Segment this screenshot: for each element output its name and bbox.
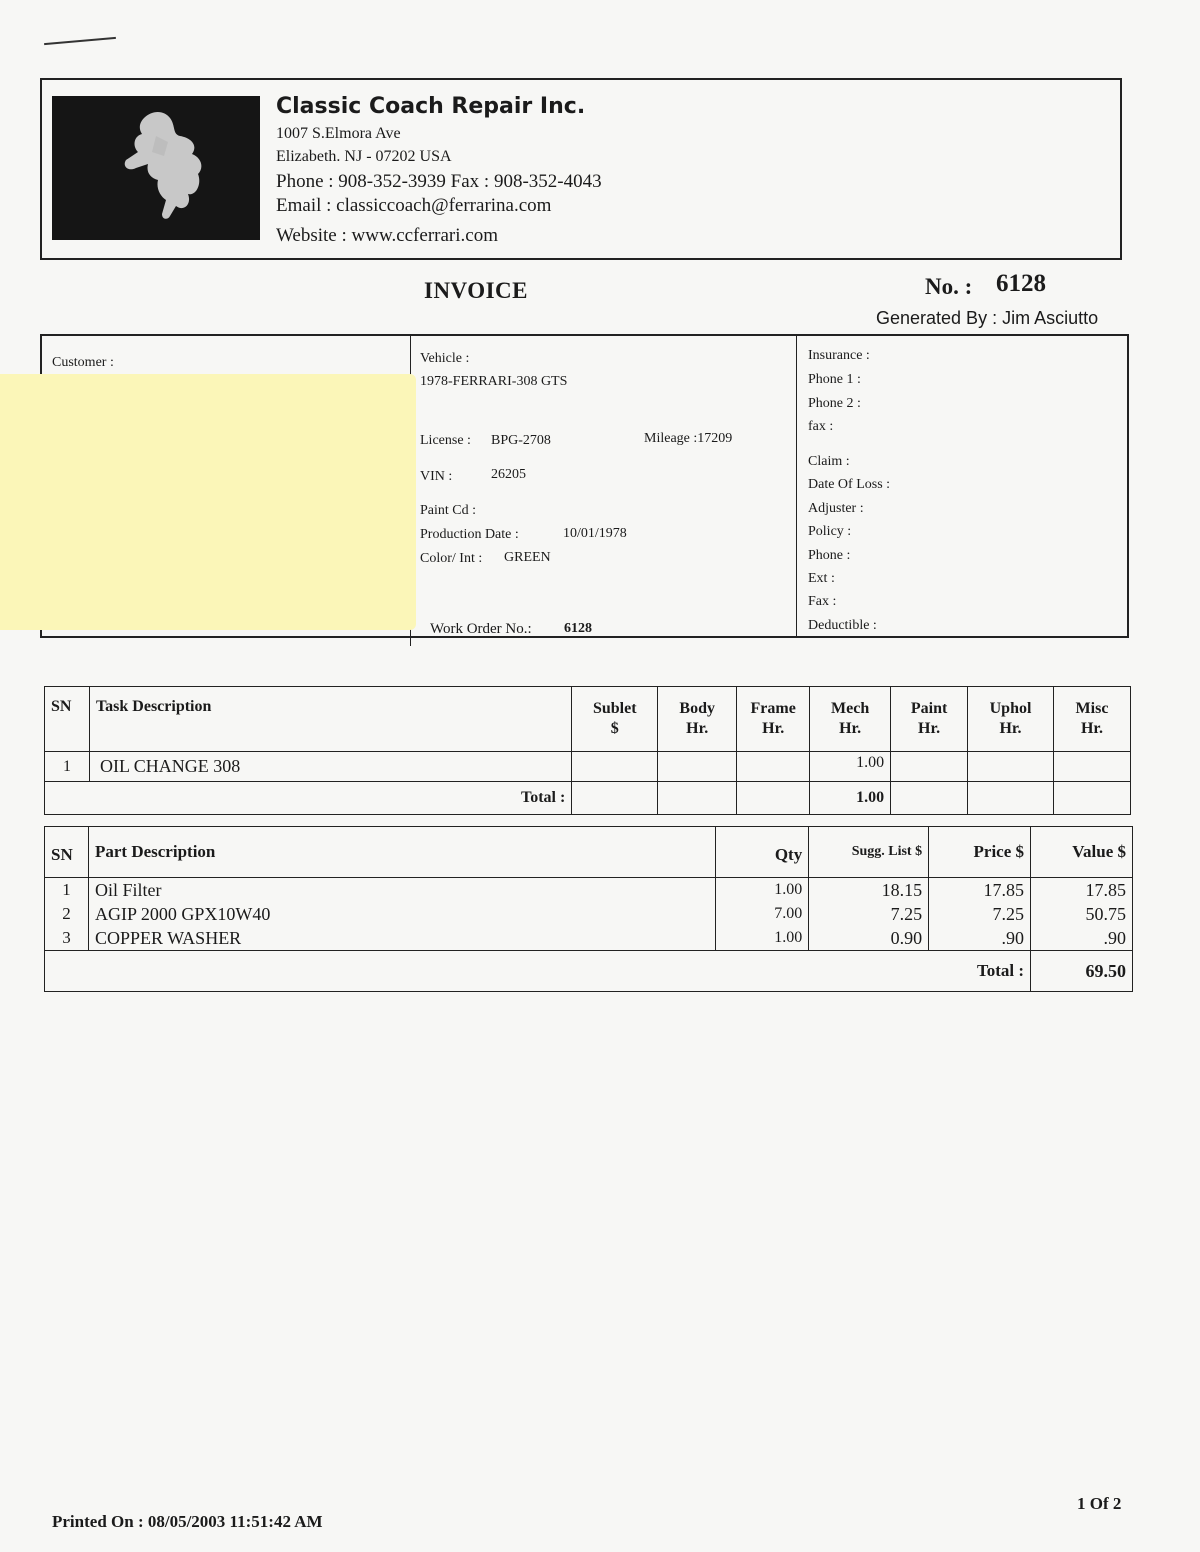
part-price: 17.85 <box>983 880 1025 900</box>
frame-header-line1: Frame <box>750 700 796 717</box>
printed-on: Printed On : 08/05/2003 11:51:42 AM <box>52 1512 323 1531</box>
parts-total-value: 69.50 <box>1031 951 1133 992</box>
misc-hr-header <box>1053 687 1130 752</box>
fax2-label: Fax : <box>808 594 837 609</box>
task-total-body <box>658 782 737 815</box>
paint-header-line1: Paint <box>910 700 948 717</box>
work-order-value: 6128 <box>564 621 592 636</box>
mech-header-line2: Hr. <box>839 720 862 737</box>
task-sn: 1 <box>45 752 90 782</box>
parts-body-row <box>45 878 1133 951</box>
customer-redaction <box>0 374 416 630</box>
task-description-header: Task Description <box>89 687 571 752</box>
part-sugg-list: 0.90 <box>890 928 923 948</box>
part-qty-column <box>716 878 809 951</box>
company-address-line2: Elizabeth. NJ - 07202 USA <box>276 148 452 165</box>
parts-header-row <box>45 827 1133 878</box>
part-sn-column <box>45 878 89 951</box>
part-sn-header: SN <box>45 827 89 878</box>
uphol-header-line2: Hr. <box>999 720 1022 737</box>
phone2-label: Phone 2 : <box>808 396 861 411</box>
license-value: BPG-2708 <box>491 433 551 448</box>
part-value-column <box>1031 878 1133 951</box>
part-sn: 3 <box>62 928 71 947</box>
part-description: Oil Filter <box>94 880 162 900</box>
paint-hr-header <box>891 687 968 752</box>
task-total-label: Total : <box>45 782 572 815</box>
mech-hr-header <box>810 687 891 752</box>
sugg-list-header: Sugg. List $ <box>809 827 929 878</box>
work-order-label: Work Order No.: <box>430 621 532 637</box>
value-header: Value $ <box>1031 827 1133 878</box>
task-misc-hr <box>1053 752 1130 782</box>
frame-header-line2: Hr. <box>762 720 785 737</box>
part-price: 7.25 <box>992 904 1025 924</box>
task-total-sublet <box>572 782 658 815</box>
task-total-uphol <box>968 782 1054 815</box>
deductible-label: Deductible : <box>808 618 877 633</box>
task-description: OIL CHANGE 308 <box>89 752 571 782</box>
info-divider <box>796 336 797 638</box>
body-hr-header <box>658 687 737 752</box>
paint-code-label: Paint Cd : <box>420 503 477 518</box>
sublet-header <box>572 687 658 752</box>
part-list-column <box>809 878 929 951</box>
part-description-header: Part Description <box>88 827 715 878</box>
parts-table <box>44 826 1133 992</box>
color-label: Color/ Int : <box>420 551 483 566</box>
part-qty: 1.00 <box>774 881 803 898</box>
qty-header: Qty <box>716 827 809 878</box>
parts-total-row <box>45 951 1133 992</box>
table-row <box>45 752 1131 782</box>
page-number: 1 Of 2 <box>1077 1494 1122 1513</box>
color-value: GREEN <box>504 550 551 565</box>
task-mech-hr: 1.00 <box>810 752 891 782</box>
part-description: COPPER WASHER <box>94 928 242 948</box>
insurance-label: Insurance : <box>808 348 870 363</box>
part-sn: 1 <box>62 880 71 899</box>
part-price: .90 <box>1001 928 1025 948</box>
task-total-mech: 1.00 <box>810 782 891 815</box>
generated-by: Generated By : Jim Asciutto <box>876 308 1099 328</box>
date-of-loss-label: Date Of Loss : <box>808 477 891 492</box>
company-phone-fax: Phone : 908-352-3939 Fax : 908-352-4043 <box>276 171 602 192</box>
sublet-header-line2: $ <box>610 720 619 737</box>
vehicle-label: Vehicle : <box>420 351 470 366</box>
part-value: .90 <box>1103 928 1126 948</box>
policy-label: Policy : <box>808 524 852 539</box>
invoice-number: 6128 <box>996 270 1046 297</box>
part-sugg-list: 7.25 <box>890 904 923 924</box>
body-header-line1: Body <box>679 700 715 717</box>
policy-phone-label: Phone : <box>808 548 851 563</box>
task-paint-hr <box>891 752 968 782</box>
production-date-label: Production Date : <box>420 527 519 542</box>
fax-label: fax : <box>808 419 834 434</box>
company-website: Website : www.ccferrari.com <box>276 225 498 246</box>
paint-header-line2: Hr. <box>918 720 941 737</box>
task-body-hr <box>658 752 737 782</box>
invoice-number-label: No. : <box>925 274 973 299</box>
part-value: 17.85 <box>1085 880 1126 900</box>
part-description-column <box>88 878 715 951</box>
task-table <box>44 686 1131 815</box>
task-frame-hr <box>737 752 810 782</box>
vin-label: VIN : <box>420 469 453 484</box>
company-email: Email : classiccoach@ferrarina.com <box>276 195 552 216</box>
uphol-hr-header <box>968 687 1054 752</box>
invoice-title: INVOICE <box>424 278 529 303</box>
adjuster-label: Adjuster : <box>808 501 864 516</box>
vin-value: 26205 <box>491 467 526 482</box>
task-total-paint <box>891 782 968 815</box>
misc-header-line2: Hr. <box>1080 720 1104 737</box>
sublet-header-line1: Sublet <box>592 700 637 717</box>
part-qty: 7.00 <box>774 905 803 922</box>
prancing-horse-icon <box>52 96 260 240</box>
production-date-value: 10/01/1978 <box>563 526 627 541</box>
parts-total-label: Total : <box>45 951 1031 992</box>
part-sugg-list: 18.15 <box>881 880 923 900</box>
company-address-line1: 1007 S.Elmora Ave <box>276 125 401 142</box>
part-description: AGIP 2000 GPX10W40 <box>94 904 271 924</box>
task-sn-header: SN <box>45 687 90 752</box>
mileage: Mileage :17209 <box>644 431 733 446</box>
part-price-column <box>929 878 1031 951</box>
mech-header-line1: Mech <box>831 700 870 717</box>
ext-label: Ext : <box>808 571 835 586</box>
phone1-label: Phone 1 : <box>808 372 861 387</box>
task-header-row <box>45 687 1131 752</box>
price-header: Price $ <box>929 827 1031 878</box>
task-sublet <box>572 752 658 782</box>
task-uphol-hr <box>968 752 1054 782</box>
part-qty: 1.00 <box>774 929 803 946</box>
task-total-frame <box>737 782 810 815</box>
frame-hr-header <box>737 687 810 752</box>
claim-label: Claim : <box>808 454 850 469</box>
company-name: Classic Coach Repair Inc. <box>276 94 586 119</box>
uphol-header-line1: Uphol <box>989 700 1032 717</box>
task-total-row <box>45 782 1131 815</box>
stray-pen-mark <box>44 37 116 45</box>
body-header-line2: Hr. <box>686 720 709 737</box>
task-total-misc <box>1053 782 1130 815</box>
license-label: License : <box>420 433 471 448</box>
vehicle-model: 1978-FERRARI-308 GTS <box>420 374 568 389</box>
part-sn: 2 <box>62 904 71 923</box>
misc-header-line1: Misc <box>1075 700 1109 717</box>
part-value: 50.75 <box>1085 904 1126 924</box>
customer-label: Customer : <box>52 355 114 370</box>
